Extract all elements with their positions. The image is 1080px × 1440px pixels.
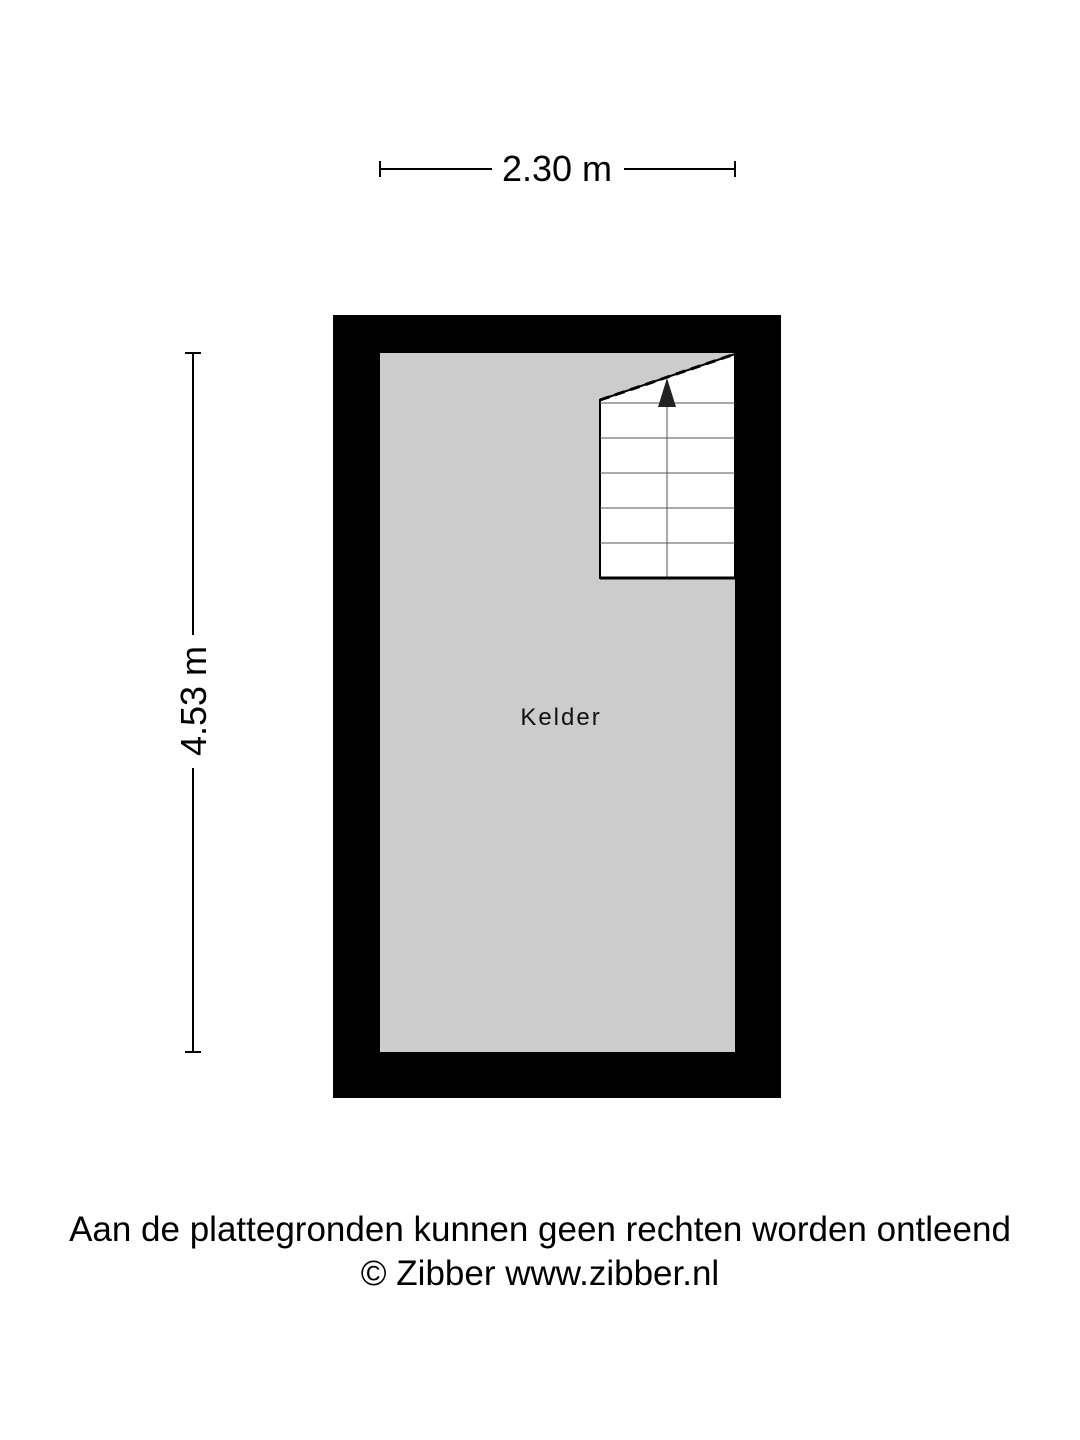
width-dimension-label: 2.30 m bbox=[501, 148, 613, 189]
width-dimension bbox=[380, 148, 735, 189]
height-dimension bbox=[173, 353, 214, 1052]
room-label: Kelder bbox=[520, 704, 602, 731]
height-dimension-label: 4.53 m bbox=[173, 645, 214, 757]
disclaimer-text: Aan de plattegronden kunnen geen rechten worden ontleend bbox=[69, 1210, 1011, 1249]
copyright-text: © Zibber www.zibber.nl bbox=[360, 1254, 720, 1293]
